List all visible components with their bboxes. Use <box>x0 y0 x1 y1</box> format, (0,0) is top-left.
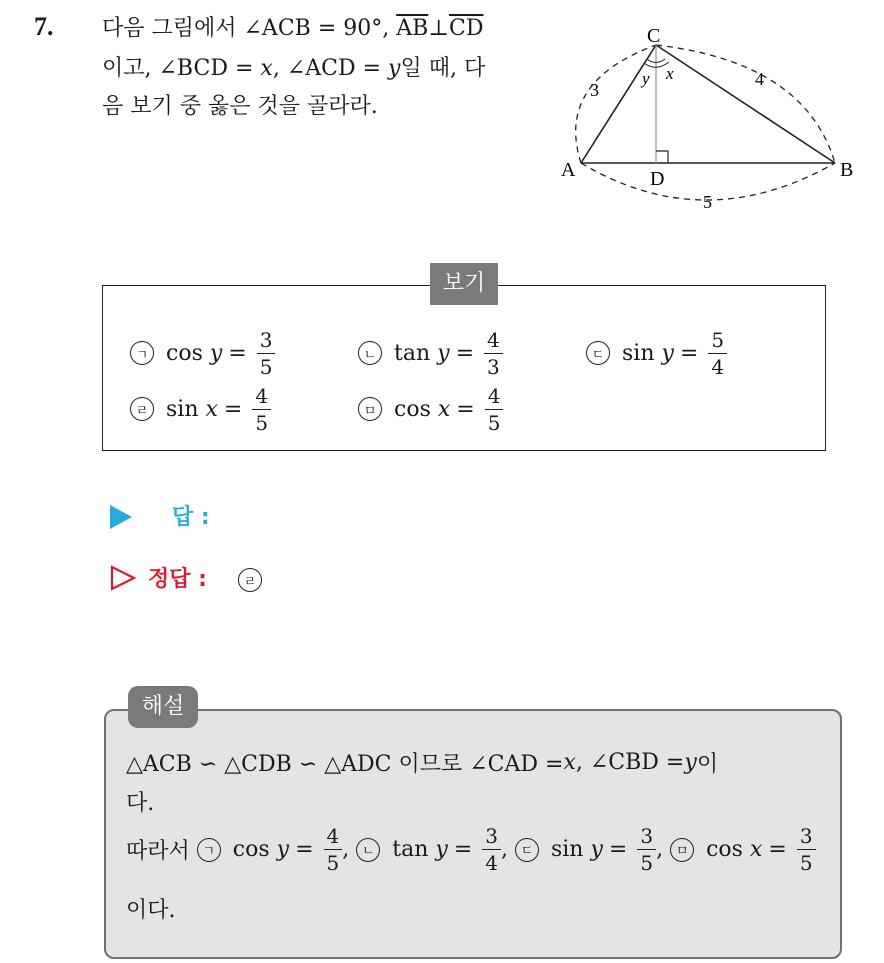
perp-symbol: ⊥ <box>428 16 449 41</box>
denominator: 4 <box>711 354 725 379</box>
solution-text: 이 <box>696 752 719 777</box>
fraction <box>482 826 501 873</box>
fraction <box>485 383 504 435</box>
solution-marker: ㄱ <box>197 838 221 862</box>
question-line-3: 음 보기 중 옳은 것을 골라라. <box>102 94 378 119</box>
side-cb <box>656 45 835 163</box>
numerator: 5 <box>708 330 727 354</box>
solution-line-4: 이다. <box>126 898 176 923</box>
numerator: 3 <box>797 826 816 850</box>
trig-fn: cos <box>166 340 203 366</box>
numerator: 4 <box>324 826 343 850</box>
correct-arrow-icon <box>110 565 136 591</box>
correct-answer-marker: ㄹ <box>238 568 262 592</box>
label-b: B <box>840 159 854 181</box>
label-a: A <box>561 159 576 181</box>
trig-fn: tan <box>394 340 431 366</box>
trig-fn: sin <box>550 837 584 862</box>
triangle-figure <box>555 22 865 212</box>
option-marker: ㄴ <box>358 341 382 365</box>
label-side-ab: 5 <box>703 192 712 212</box>
trig-fn: cos <box>394 396 431 422</box>
numerator: 3 <box>482 826 501 850</box>
equals: = <box>223 396 243 422</box>
denominator: 5 <box>259 354 273 379</box>
solution-line-3 <box>126 826 816 873</box>
var-y: y <box>684 750 697 775</box>
var-x: x <box>563 750 576 775</box>
equals: = <box>679 340 699 366</box>
label-side-ca: 3 <box>590 80 599 100</box>
solution-line-2: 다. <box>126 791 155 816</box>
label-y: y <box>642 69 650 88</box>
denominator: 5 <box>640 851 654 875</box>
denominator: 4 <box>485 851 498 875</box>
label-side-cb: 4 <box>755 69 764 89</box>
trig-fn: tan <box>392 837 429 862</box>
trig-fn: cos <box>232 837 270 862</box>
solution-marker: ㅁ <box>670 838 694 862</box>
solution-line-1 <box>126 747 718 778</box>
answer-arrow-icon <box>110 505 132 529</box>
numerator: 4 <box>485 386 504 410</box>
question-line-2 <box>102 52 485 86</box>
fraction <box>252 383 271 435</box>
var: x <box>205 396 218 422</box>
option-1 <box>130 326 275 380</box>
equals: = <box>295 837 314 862</box>
solution-text: 따라서 <box>126 839 190 864</box>
equals: = <box>768 837 787 862</box>
equals: = <box>456 396 475 422</box>
fraction <box>637 826 656 873</box>
fraction <box>797 826 816 873</box>
equals: = <box>228 340 247 366</box>
option-marker: ㄹ <box>130 397 154 421</box>
equals: = <box>608 837 628 862</box>
question-text: 이고, ∠BCD = <box>102 56 261 81</box>
denominator: 5 <box>255 410 269 435</box>
denominator: 5 <box>326 851 340 875</box>
solution-label: 해설 <box>128 686 198 728</box>
question-line-1 <box>102 12 483 46</box>
var: y <box>209 340 223 366</box>
option-marker: ㅁ <box>358 397 382 421</box>
segment-ab: $\overline{AB}$ <box>396 16 429 41</box>
trig-fn: sin <box>166 396 199 422</box>
option-marker: ㄷ <box>586 341 610 365</box>
option-5 <box>358 382 503 436</box>
var: y <box>437 340 450 366</box>
var: y <box>661 340 674 366</box>
fraction <box>324 826 343 873</box>
numerator: 3 <box>637 826 656 850</box>
option-marker: ㄱ <box>130 341 154 365</box>
label-d: D <box>650 168 665 190</box>
separator: , <box>656 837 664 862</box>
separator: , <box>342 837 350 862</box>
solution-text: , ∠CBD = <box>575 750 685 775</box>
var: x <box>437 396 451 422</box>
option-3 <box>586 326 727 380</box>
fraction <box>257 327 276 379</box>
equals: = <box>453 837 473 862</box>
var: x <box>749 837 763 862</box>
question-number: 7. <box>34 12 54 41</box>
correct-answer-label: 정답 : <box>148 567 207 592</box>
fraction <box>708 327 727 379</box>
fraction <box>484 327 503 379</box>
question-text: , ∠ACD = <box>272 56 389 81</box>
var: y <box>435 837 448 862</box>
solution-marker: ㄷ <box>515 838 539 862</box>
denominator: 3 <box>487 354 500 379</box>
side-ca <box>581 45 656 163</box>
denominator: 5 <box>487 410 501 435</box>
var: y <box>276 837 290 862</box>
solution-marker: ㄴ <box>356 838 380 862</box>
trig-fn: cos <box>706 837 743 862</box>
trig-fn: sin <box>622 340 655 366</box>
option-2 <box>358 326 503 380</box>
var-x: x <box>260 56 273 81</box>
right-angle-mark <box>656 151 668 163</box>
numerator: 4 <box>484 330 503 354</box>
question-text: 다음 그림에서 ∠ACB = 90°, <box>102 16 397 41</box>
solution-text: △ACB ∽ △CDB ∽ △ADC 이므로 ∠CAD = <box>126 752 564 777</box>
option-4 <box>130 382 271 436</box>
separator: , <box>500 837 508 862</box>
segment-cd: $\overline{CD}$ <box>449 16 484 41</box>
answer-label: 답 : <box>172 505 210 530</box>
question-text: 일 때, 다 <box>400 56 486 81</box>
label-x: x <box>666 64 674 83</box>
denominator: 5 <box>799 851 813 875</box>
var: y <box>590 837 603 862</box>
label-c: C <box>647 25 661 47</box>
options-box-label: 보기 <box>430 263 498 305</box>
numerator: 3 <box>257 330 276 354</box>
var-y: y <box>388 56 401 81</box>
numerator: 4 <box>252 386 271 410</box>
equals: = <box>455 340 475 366</box>
